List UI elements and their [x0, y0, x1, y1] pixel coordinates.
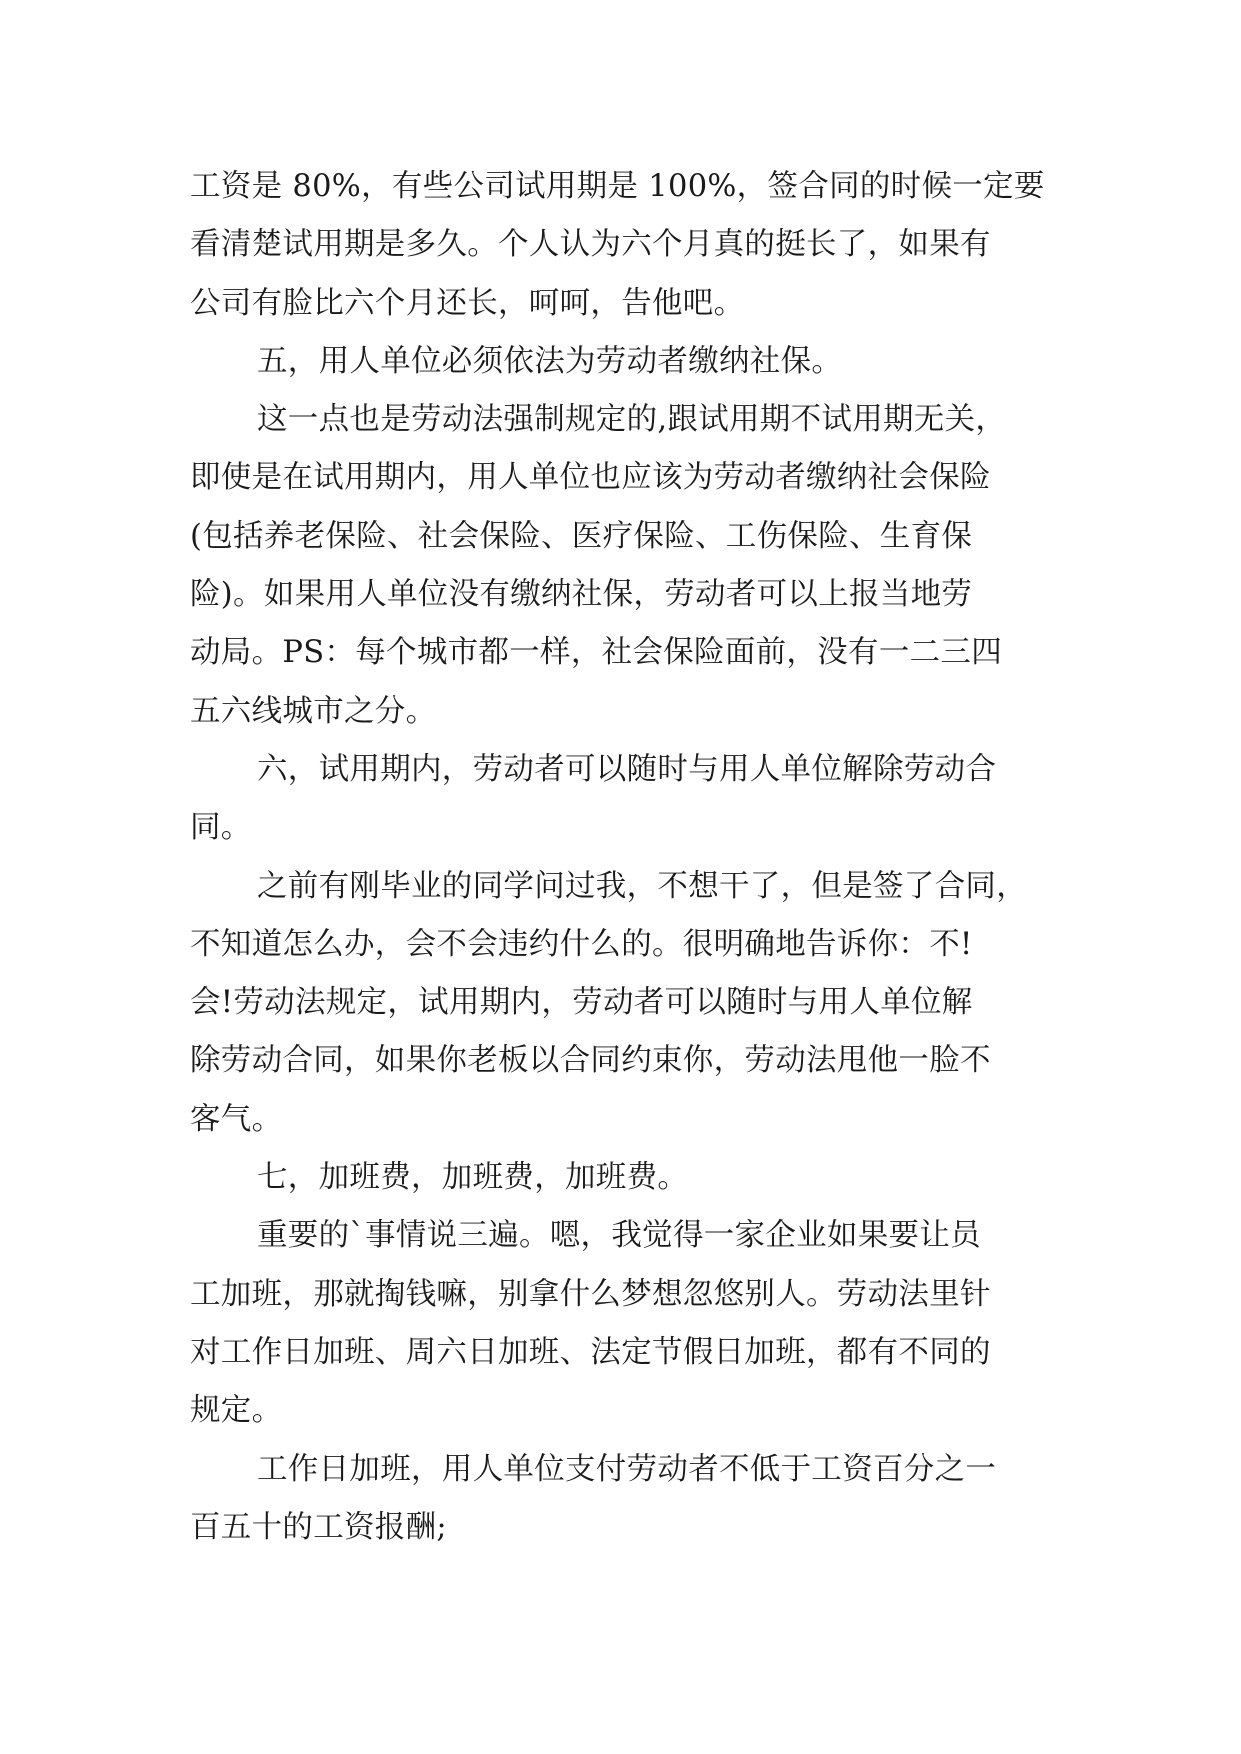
text-line: 会!劳动法规定，试用期内，劳动者可以随时与用人单位解: [190, 985, 973, 1021]
text-line: 之前有刚毕业的同学问过我，不想干了，但是签了合同，: [257, 868, 1027, 904]
section-heading-seven: 七，加班费，加班费，加班费。: [257, 1160, 689, 1196]
text-line: 百五十的工资报酬;: [190, 1509, 447, 1545]
text-line: (包括养老保险、社会保险、医疗保险、工伤保险、生育保: [190, 518, 973, 554]
text-line: 重要的`事情说三遍。嗯，我觉得一家企业如果要让员: [257, 1218, 981, 1254]
text-line: 险)。如果用人单位没有缴纳社保，劳动者可以上报当地劳: [190, 577, 973, 613]
text-line: 即使是在试用期内，用人单位也应该为劳动者缴纳社会保险: [190, 460, 991, 496]
text-line: 工作日加班，用人单位支付劳动者不低于工资百分之一: [257, 1451, 997, 1487]
text-line: 同。: [190, 810, 252, 846]
text-line: 工加班，那就掏钱嘛，别拿什么梦想忽悠别人。劳动法里针: [190, 1276, 991, 1312]
text-line: 这一点也是劳动法强制规定的,跟试用期不试用期无关，: [257, 402, 1007, 438]
text-line: 对工作日加班、周六日加班、法定节假日加班，都有不同的: [190, 1334, 991, 1370]
section-heading-five: 五，用人单位必须依法为劳动者缴纳社保。: [257, 343, 843, 379]
text-line: 除劳动合同，如果你老板以合同约束你，劳动法甩他一脸不: [190, 1043, 991, 1079]
text-line: 规定。: [190, 1393, 283, 1429]
document-body: [190, 158, 1050, 1557]
section-heading-six: 六，试用期内，劳动者可以随时与用人单位解除劳动合: [257, 751, 997, 787]
text-line: 不知道怎么办，会不会违约什么的。很明确地告诉你：不!: [190, 926, 973, 962]
text-line: 动局。PS：每个城市都一样，社会保险面前，没有一二三四: [190, 635, 1003, 671]
text-line: 客气。: [190, 1101, 283, 1137]
text-line: 工资是 80%，有些公司试用期是 100%，签合同的时候一定要: [190, 169, 1045, 204]
text-line: 公司有脸比六个月还长，呵呵，告他吧。: [190, 285, 745, 321]
text-line: 看清楚试用期是多久。个人认为六个月真的挺长了，如果有: [190, 227, 991, 263]
text-line: 五六线城市之分。: [190, 693, 437, 729]
